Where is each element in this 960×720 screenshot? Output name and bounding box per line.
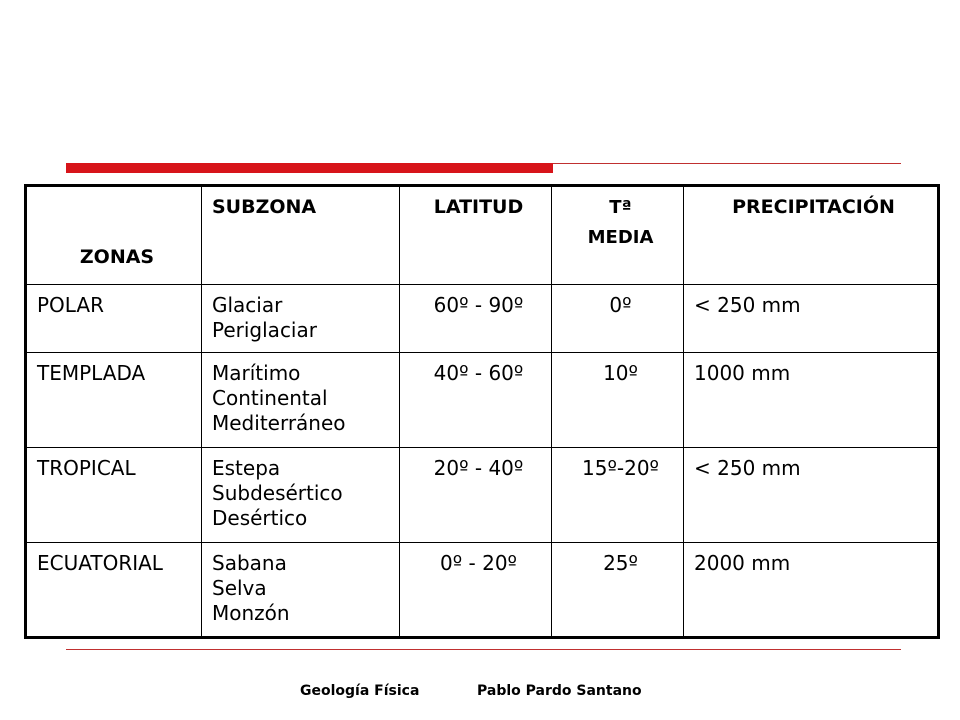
cell-zona: ECUATORIAL	[26, 543, 202, 638]
climate-zones-table	[24, 184, 940, 639]
cell-tmedia: 15º-20º	[552, 448, 684, 543]
cell-tmedia: 10º	[552, 353, 684, 448]
cell-subzonas	[202, 353, 400, 448]
cell-precipitacion: < 250 mm	[684, 448, 939, 543]
subzona-item: Estepa	[212, 456, 281, 481]
header-tmedia	[552, 186, 684, 285]
cell-latitud: 60º - 90º	[400, 284, 552, 353]
subzona-item: Mediterráneo	[212, 411, 346, 436]
header-latitud: LATITUD	[400, 186, 552, 285]
cell-subzonas	[202, 543, 400, 638]
table-row	[26, 448, 939, 543]
header-subzona: SUBZONA	[202, 186, 400, 285]
title-divider-line	[553, 163, 901, 164]
footer-divider-line	[66, 649, 901, 650]
cell-precipitacion: < 250 mm	[684, 284, 939, 353]
cell-latitud: 0º - 20º	[400, 543, 552, 638]
cell-subzonas	[202, 448, 400, 543]
subzona-item: Subdesértico	[212, 481, 343, 506]
subzona-item: Glaciar	[212, 292, 283, 317]
title-accent-bar	[66, 163, 553, 173]
subzona-item: Marítimo	[212, 361, 301, 386]
table-header-row	[26, 186, 939, 285]
cell-zona: TEMPLADA	[26, 353, 202, 448]
header-zonas: ZONAS	[26, 186, 202, 285]
cell-zona: TROPICAL	[26, 448, 202, 543]
header-tmedia-line2: MEDIA	[587, 227, 654, 248]
subzona-item: Monzón	[212, 601, 290, 626]
subzona-item: Periglaciar	[212, 317, 317, 342]
cell-subzonas	[202, 284, 400, 353]
cell-precipitacion: 2000 mm	[684, 543, 939, 638]
cell-latitud: 20º - 40º	[400, 448, 552, 543]
cell-tmedia: 0º	[552, 284, 684, 353]
footer-course: Geología Física	[300, 683, 420, 699]
footer-author: Pablo Pardo Santano	[477, 683, 642, 699]
cell-latitud: 40º - 60º	[400, 353, 552, 448]
header-tmedia-line1: Tª	[609, 197, 632, 218]
cell-zona: POLAR	[26, 284, 202, 353]
header-precipitacion: PRECIPITACIÓN	[684, 186, 939, 285]
table-row	[26, 284, 939, 353]
subzona-item: Desértico	[212, 506, 308, 531]
cell-precipitacion: 1000 mm	[684, 353, 939, 448]
subzona-item: Sabana	[212, 551, 287, 576]
subzona-item: Continental	[212, 386, 328, 411]
table-row	[26, 543, 939, 638]
subzona-item: Selva	[212, 576, 267, 601]
table-row	[26, 353, 939, 448]
cell-tmedia: 25º	[552, 543, 684, 638]
